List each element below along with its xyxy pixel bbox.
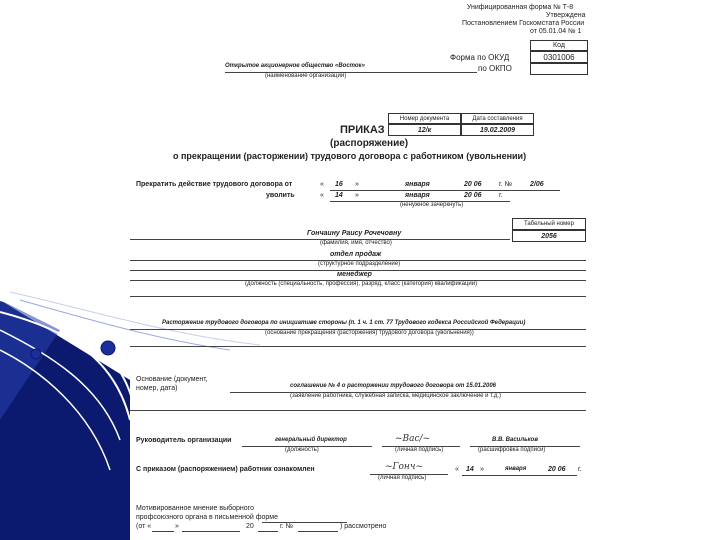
order-subtitle: (распоряжение) [330,138,409,149]
resolution-label: Постановлением Госкомстата России [462,20,585,27]
basis-text: соглашение № 4 о расторжении трудового договора от 15.01.2006 [290,383,497,389]
union-underline [262,522,347,523]
union-number-label: г. № [280,523,294,530]
head-position-caption: (должность) [285,447,319,453]
head-signature-caption: (личная подпись) [395,447,444,453]
contract-number-label: г. № [499,181,513,188]
doc-number-value: 12/к [388,124,461,136]
order-heading: о прекращении (расторжении) трудового договора с работником (увольнении) [173,151,527,161]
union-number-line [298,531,338,532]
okud-value: 0301006 [530,51,588,63]
organization-line [225,72,477,73]
union-year-prefix: 20 [246,523,254,530]
doc-number-header: Номер документа [388,113,461,124]
position-caption: (должность (специальность, профессия), разряд, класс (категория) квалификации) [245,281,478,287]
tab-number-header: Табельный номер [512,218,586,230]
ack-quote-close: » [480,466,484,473]
quote-close-2: » [355,192,359,199]
reason-line-2 [130,346,586,347]
union-day-line [152,531,174,532]
employee-signature-caption: (личная подпись) [378,475,427,481]
tab-number-value: 2056 [512,230,586,242]
reason-caption: (основание прекращения (расторжения) трудового договора (увольнения)) [265,330,474,336]
fire-label: уволить [266,192,295,199]
contract-day: 16 [335,181,343,188]
ack-month: января [505,466,527,472]
basis-caption: (заявление работника, служебная записка, медицинское заключение и т.д.) [290,393,502,399]
ack-g: г. [578,466,582,473]
reason-text: Расторжение трудового договора по инициативе стороны (п. 1 ч. 1 ст. 77 Трудового кодекса Российской Федерации) [162,320,526,326]
okud-label: Форма по ОКУД [450,53,510,62]
union-open: (от « [136,523,152,530]
head-signature: ~Вас/~ [395,434,431,444]
union-line-2: профсоюзного органа в письменной форме [136,514,278,521]
employee-name: Гончаину Раису Рочечовну [307,230,402,237]
head-position: генеральный директор [275,437,347,443]
quote-close: » [355,181,359,188]
acknowledged-label: С приказом (распоряжением) работник ознакомлен [136,466,315,473]
doc-date-value: 19.02.2009 [461,124,534,136]
okpo-label: по ОКПО [478,64,512,73]
contract-line [330,190,560,191]
fire-year: 20 06 [464,192,482,199]
quote-open-2: « [320,192,324,199]
union-month-line [182,531,240,532]
contract-month: января [405,181,430,188]
order-title: ПРИКАЗ [340,124,385,136]
head-label: Руководитель организации [136,437,232,444]
quote-open: « [320,181,324,188]
department: отдел продаж [330,251,382,258]
ack-year: 20 06 [548,466,566,473]
contract-number: 2/06 [530,181,544,188]
ack-quote-open: « [455,466,459,473]
union-year-line [258,531,278,532]
doc-date-header: Дата составления [461,113,534,124]
union-quote-close: » [175,523,179,530]
form-title: Унифицированная форма № Т-8 [466,4,574,11]
department-caption: (структурное подразделение) [318,261,401,267]
basis-line-2 [130,410,586,411]
position-line-2 [130,296,586,297]
okpo-value [530,63,588,75]
ack-date-line [462,475,577,476]
organization-name: Открытое акционерное общество «Восток» [225,63,365,69]
organization-caption: (наименование организации) [265,73,347,79]
union-line-1: Мотивированное мнение выборного [136,505,254,512]
employee-name-caption: (фамилия, имя, отчество) [320,240,392,246]
resolution-date: от 05.01.04 № 1 [530,28,582,35]
basis-label-2: номер, дата) [136,385,178,392]
optional-caption: (ненужное зачеркнуть) [400,202,464,208]
approved-label: Утверждена [546,12,586,19]
code-header: Код [530,40,588,51]
basis-label-1: Основание (документ, [136,376,208,383]
head-name: В.В. Васильков [492,437,538,443]
union-considered: ) рассмотрено [340,523,387,530]
contract-year: 20 06 [464,181,482,188]
employee-signature: ~Гонч~ [385,462,423,472]
fire-g: г. [499,192,503,199]
ack-day: 14 [466,466,474,473]
fire-month: января [405,192,430,199]
fire-day: 14 [335,192,343,199]
position: менеджер [337,271,372,278]
head-name-caption: (расшифровка подписи) [478,447,546,453]
stop-contract-label: Прекратить действие трудового договора от [136,181,293,188]
